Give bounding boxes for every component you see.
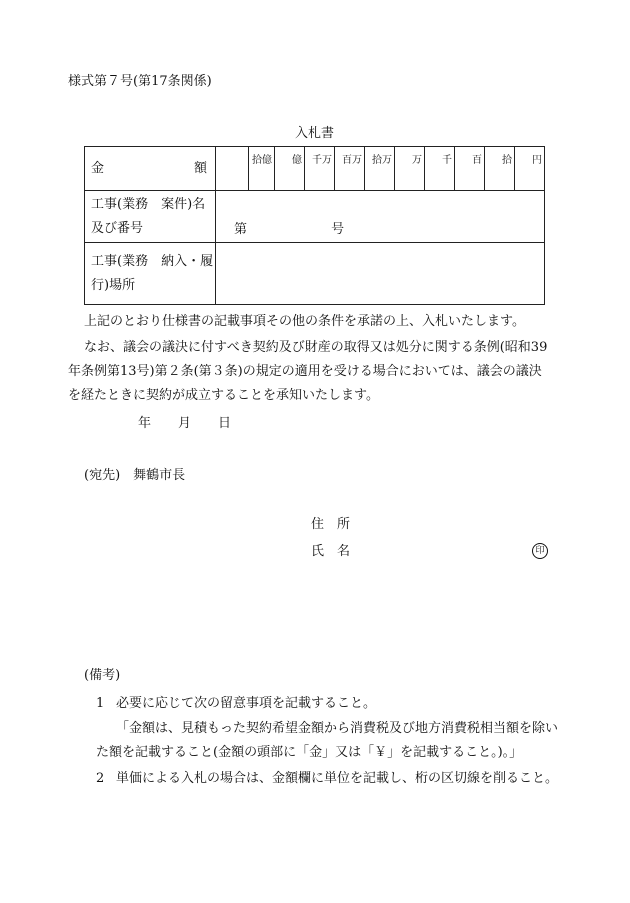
amount-digit-cell[interactable] xyxy=(365,147,395,191)
work-place-field[interactable] xyxy=(216,243,545,305)
amount-digit-cell[interactable] xyxy=(455,147,485,191)
digit-label: 円 xyxy=(532,155,542,166)
digit-label: 拾億 xyxy=(252,155,272,166)
amount-label-left: 金 xyxy=(91,160,105,176)
digit-label: 拾 xyxy=(502,155,512,166)
digit-label: 百 xyxy=(472,155,482,166)
work-name-label-line2: 及び番号 xyxy=(91,220,144,236)
amount-digit-cell[interactable] xyxy=(395,147,425,191)
body-para2-line2: 年条例第13号)第２条(第３条)の規定の適用を受ける場合においては、議会の議決 xyxy=(68,364,542,379)
amount-digit-blank[interactable] xyxy=(216,147,249,191)
amount-row xyxy=(85,147,545,191)
address-label: 住 所 xyxy=(311,517,351,532)
number-prefix: 第 xyxy=(234,222,248,237)
note1-quote-line2: た額を記載すること(金額の頭部に「金」又は「￥」を記載すること。)。」 xyxy=(96,745,523,760)
amount-digit-cell[interactable] xyxy=(305,147,335,191)
digit-label: 億 xyxy=(292,155,302,166)
document-title: 入札書 xyxy=(295,126,335,141)
work-place-label-line1: 工事(業務 納入・履 xyxy=(91,253,214,269)
body-para2-line3: を経たときに契約が成立することを承知いたします。 xyxy=(68,388,379,403)
amount-digit-cell[interactable] xyxy=(485,147,515,191)
digit-label: 万 xyxy=(412,155,422,166)
date-year: 年 xyxy=(138,416,152,431)
amount-digit-cell[interactable] xyxy=(275,147,305,191)
name-label: 氏 名 xyxy=(311,544,351,559)
note2-number: 2 xyxy=(96,771,105,786)
work-name-label-cell xyxy=(85,191,216,243)
work-name-row xyxy=(85,191,545,243)
addressee: (宛先) 舞鶴市長 xyxy=(84,468,186,483)
amount-digit-cell[interactable] xyxy=(425,147,455,191)
digit-label: 千万 xyxy=(312,155,332,166)
work-place-label-line2: 行)場所 xyxy=(91,277,136,293)
note2-text: 単価による入札の場合は、金額欄に単位を記載し、桁の区切線を削ること。 xyxy=(116,771,559,786)
seal-mark: 印 xyxy=(532,543,548,559)
notes-heading: (備考) xyxy=(84,668,121,683)
amount-digit-cell[interactable] xyxy=(249,147,275,191)
amount-label-right: 額 xyxy=(193,160,207,176)
amount-digit-cell[interactable] xyxy=(335,147,365,191)
date-month: 月 xyxy=(178,416,192,431)
work-place-label-cell xyxy=(85,243,216,305)
amount-label-cell xyxy=(85,147,216,191)
work-number-field[interactable] xyxy=(216,191,545,243)
note1-number: 1 xyxy=(96,696,105,711)
digit-label: 百万 xyxy=(342,155,362,166)
form-number: 様式第７号(第17条関係) xyxy=(68,74,212,89)
body-para2-line1: なお、議会の議決に付すべき契約及び財産の取得又は処分に関する条例(昭和39 xyxy=(84,340,548,355)
digit-label: 千 xyxy=(442,155,452,166)
date-day: 日 xyxy=(218,416,232,431)
note1-text: 必要に応じて次の留意事項を記載すること。 xyxy=(116,696,377,711)
amount-digit-cell[interactable] xyxy=(515,147,545,191)
number-suffix: 号 xyxy=(331,222,345,237)
digit-label: 拾万 xyxy=(372,155,392,166)
work-place-row xyxy=(85,243,545,305)
seal-icon xyxy=(532,543,548,559)
bid-table xyxy=(84,146,545,305)
work-name-label-line1: 工事(業務 案件)名 xyxy=(91,196,206,212)
note1-quote-line1: 「金額は、見積もった契約希望金額から消費税及び地方消費税相当額を除い xyxy=(116,721,559,736)
body-para1: 上記のとおり仕様書の記載事項その他の条件を承諾の上、入札いたします。 xyxy=(84,314,525,329)
